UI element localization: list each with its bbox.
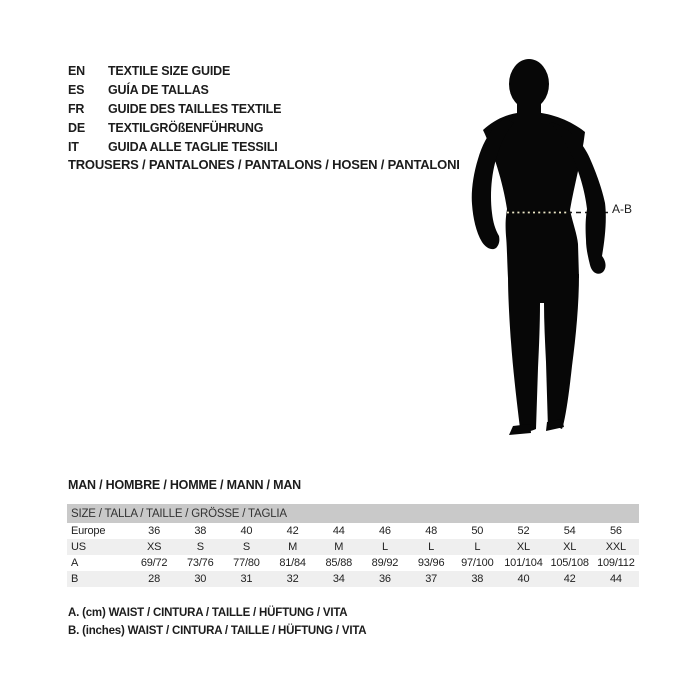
size-cell: 31 (240, 573, 253, 585)
waist-measure-label: A-B (612, 202, 633, 216)
size-cell: 105/108 (550, 557, 589, 569)
size-cell: 81/84 (279, 557, 306, 569)
size-cell: S (242, 541, 250, 553)
man-silhouette (455, 52, 625, 437)
size-cell: 50 (471, 525, 484, 537)
size-cell: 42 (286, 525, 299, 537)
table-row-a-cm (67, 555, 639, 571)
language-code: FR (68, 102, 85, 116)
garment-title: TROUSERS / PANTALONES / PANTALONS / HOSEN / PANTALONI (68, 157, 460, 172)
size-cell: 44 (332, 525, 345, 537)
size-cell: 32 (286, 573, 299, 585)
size-cell: 54 (563, 525, 576, 537)
size-cell: 77/80 (233, 557, 260, 569)
size-cell: 28 (148, 573, 160, 585)
size-cell: 44 (609, 573, 622, 585)
size-cell: 56 (609, 525, 622, 537)
size-cell: 40 (240, 525, 253, 537)
size-table (67, 504, 639, 587)
size-cell: L (381, 541, 388, 553)
size-cell: 85/88 (325, 557, 353, 569)
table-row-europe (67, 523, 639, 539)
size-cell: 89/92 (371, 557, 399, 569)
language-label: GUIDE DES TAILLES TEXTILE (108, 102, 282, 116)
size-cell: 73/76 (186, 557, 214, 569)
language-row (68, 81, 281, 100)
row-label: B (71, 573, 79, 585)
legs-shape (508, 274, 579, 431)
size-cell: 52 (517, 525, 530, 537)
table-header-row (67, 504, 639, 523)
size-cell: 38 (194, 525, 207, 537)
figure-box (455, 52, 625, 437)
table-header: SIZE / TALLA / TAILLE / GRÖSSE / TAGLIA (67, 504, 639, 523)
size-cell: 46 (379, 525, 391, 537)
size-cell: XXL (605, 541, 626, 553)
section-title: MAN / HOMBRE / HOMME / MANN / MAN (68, 478, 301, 492)
size-cell: 97/100 (461, 557, 494, 569)
language-code: DE (68, 121, 85, 135)
language-list (68, 62, 281, 157)
measurement-notes (68, 604, 366, 640)
language-code: EN (68, 64, 85, 78)
size-cell: 36 (379, 573, 391, 585)
language-row (68, 100, 281, 119)
neck-shape (517, 98, 541, 122)
note-b: B. (inches) WAIST / CINTURA / TAILLE / HÜFTUNG / VITA (68, 625, 367, 637)
size-cell: 69/72 (140, 557, 168, 569)
table-row-us (67, 539, 639, 555)
note-a: A. (cm) WAIST / CINTURA / TAILLE / HÜFTUNG / VITA (68, 607, 348, 619)
size-cell: 36 (148, 525, 160, 537)
left-foot-shape (509, 424, 531, 435)
table-row-b-inches (67, 571, 639, 587)
size-cell: L (428, 541, 435, 553)
size-cell: M (334, 541, 344, 553)
size-cell: 40 (517, 573, 530, 585)
language-label: TEXTILE SIZE GUIDE (108, 64, 231, 78)
size-cell: 109/112 (597, 557, 635, 569)
size-cell: 34 (332, 573, 345, 585)
size-cell: 30 (194, 573, 207, 585)
language-row (68, 138, 281, 157)
size-cell: 38 (471, 573, 484, 585)
language-code: IT (68, 140, 79, 154)
language-label: GUÍA DE TALLAS (108, 83, 209, 97)
language-label: GUIDA ALLE TAGLIE TESSILI (108, 140, 278, 154)
language-row (68, 119, 281, 138)
language-row (68, 62, 281, 81)
row-label: US (71, 541, 86, 553)
size-cell: 93/96 (417, 557, 445, 569)
language-code: ES (68, 83, 85, 97)
size-cell: 42 (563, 573, 576, 585)
language-label: TEXTILGRÖßENFÜHRUNG (108, 121, 264, 135)
size-cell: XL (516, 541, 530, 553)
row-label: Europe (71, 525, 106, 537)
size-cell: M (288, 541, 298, 553)
size-cell: 101/104 (504, 557, 543, 569)
size-cell: 48 (425, 525, 438, 537)
size-cell: S (196, 541, 204, 553)
size-cell: XS (146, 541, 162, 553)
size-cell: 37 (425, 573, 438, 585)
size-cell: XL (563, 541, 577, 553)
row-label: A (71, 557, 79, 569)
size-cell: L (474, 541, 481, 553)
